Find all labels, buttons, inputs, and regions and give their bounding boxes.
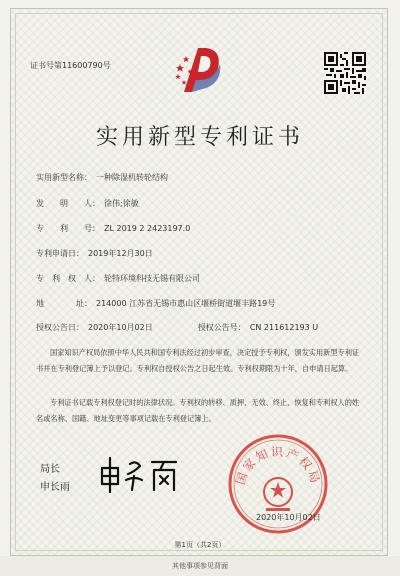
grant-date-value: 2020年10月02日 (88, 323, 153, 332)
field-value: 2019年12月30日 (88, 249, 153, 258)
director-signature (96, 454, 180, 496)
field-label: 专 利 权 人： (36, 274, 100, 283)
field-patentee (36, 273, 200, 284)
grant-number-label: 授权公告号： (197, 323, 246, 332)
footer-note: 其他事项参见背面 (172, 562, 228, 570)
certificate-number: 证书号第11600790号 (30, 61, 111, 70)
field-value: 轮特环境科技无锡有限公司 (104, 274, 200, 283)
field-address (36, 298, 275, 309)
director-name: 申长雨 (40, 482, 70, 493)
grant-date-label: 授权公告日： (36, 323, 84, 332)
statement-paragraph: 专利证书记载专利权登记时的法律状况。专利权的转移、质押、无效、终止、恢复和专利权人的姓名或名称、国籍、地址变更等事项记载在专利登记簿上。 (36, 398, 360, 423)
field-utility-model-name (36, 172, 168, 183)
field-value: ZL 2019 2 2423197.0 (104, 224, 191, 233)
field-inventor (36, 198, 139, 209)
field-label: 专利申请日： (36, 249, 84, 258)
field-application-date (36, 248, 153, 259)
grant-statement (36, 345, 366, 377)
field-label: 实用新型名称： (36, 173, 92, 182)
field-value: 一种除湿机转轮结构 (96, 173, 168, 182)
director-title: 局长 (40, 464, 60, 475)
field-value: 徐伟;徐敏 (104, 199, 139, 208)
field-label: 地 址： (36, 299, 92, 308)
svg-text:国家知识产权局 (233, 445, 323, 487)
field-label: 发 明 人： (36, 199, 100, 208)
legal-status-note (36, 395, 366, 427)
statement-paragraph: 国家知识产权局依照中华人民共和国专利法经过初步审查，决定授予专利权，颁发实用新型专利证书并在专利登记簿上予以登记。专利权自授权公告之日起生效。专利权期限为十年，自申请日起算。 (36, 348, 360, 373)
field-label: 专 利 号： (36, 224, 100, 233)
patent-office-logo-icon (172, 42, 230, 100)
field-value: 214000 江苏省无锡市惠山区堰桥街道堰丰路19号 (96, 299, 276, 308)
certificate-title: 实用新型专利证书 (95, 125, 304, 150)
grant-number-value: CN 211612193 U (249, 323, 319, 332)
page-number: 第1页（共2页） (174, 541, 226, 549)
seal-date: 2020年10月02日 (256, 513, 321, 522)
seal-text: 国家知识产权局 (233, 445, 323, 487)
qr-code-icon (324, 52, 366, 94)
field-patent-number (36, 223, 190, 234)
grant-info-row (36, 322, 318, 333)
